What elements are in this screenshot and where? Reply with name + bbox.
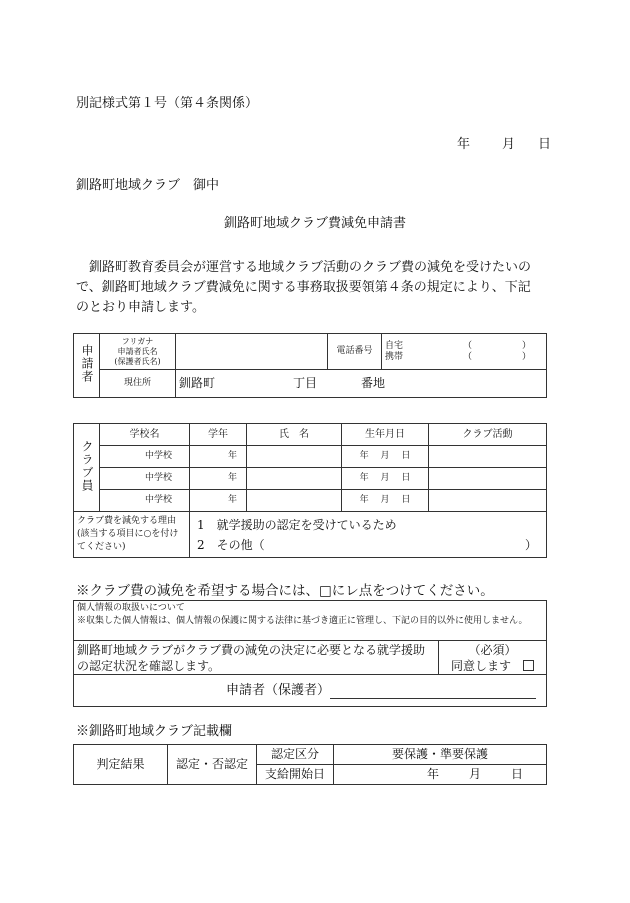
judgment-label: 判定結果: [74, 745, 168, 785]
category-label: 認定区分: [257, 745, 334, 765]
addressee: 釧路町地域クラブ 御中: [76, 178, 220, 193]
approval-label[interactable]: 認定・否認定: [168, 745, 257, 785]
consent-table: [73, 600, 547, 707]
office-use-title: ※釧路町地域クラブ記載欄: [76, 724, 233, 739]
consent-checkbox[interactable]: [523, 660, 534, 671]
activity-cell[interactable]: [429, 490, 547, 512]
signature-line[interactable]: [330, 686, 536, 699]
start-date-label: 支給開始日: [257, 765, 334, 785]
applicant-name-field[interactable]: [176, 334, 328, 370]
document-title: 釧路町地域クラブ費減免申請書: [223, 216, 406, 231]
reason-option-2[interactable]: 2 その他（ ）: [197, 537, 537, 552]
members-section-label: クラブ員: [74, 424, 100, 512]
office-use-table: [73, 744, 547, 785]
header-school: 学校名: [100, 424, 190, 446]
start-date-field[interactable]: 年 月 日: [334, 765, 547, 785]
table-row: [74, 468, 547, 490]
privacy-notice: 個人情報の取扱いについて ※収集した個人情報は、個人情報の保護に関する法律に基づき適正に管理し、下記の目的以外に使用しません。: [74, 601, 547, 641]
birthdate-cell[interactable]: 年 月 日: [342, 468, 429, 490]
applicant-name-labels: フリガナ 申請者氏名 (保護者氏名): [100, 334, 176, 370]
activity-cell[interactable]: [429, 468, 547, 490]
school-cell[interactable]: 中学校: [100, 468, 190, 490]
phone-label: 電話番号: [328, 334, 382, 370]
header-activity: クラブ活動: [429, 424, 547, 446]
category-value[interactable]: 要保護・準要保護: [334, 745, 547, 765]
header-birthdate: 生年月日: [342, 424, 429, 446]
header-name: 氏 名: [247, 424, 342, 446]
grade-cell[interactable]: 年: [190, 446, 247, 468]
name-cell[interactable]: [247, 490, 342, 512]
date-day-label: 日: [538, 137, 552, 152]
table-row: [74, 490, 547, 512]
form-number: 別記様式第１号（第４条関係）: [76, 96, 259, 111]
date-month-label: 月: [502, 137, 516, 152]
name-cell[interactable]: [247, 446, 342, 468]
grade-cell[interactable]: 年: [190, 490, 247, 512]
birthdate-cell[interactable]: 年 月 日: [342, 490, 429, 512]
address-field[interactable]: 釧路町 丁目 番地: [176, 370, 547, 398]
birthdate-cell[interactable]: 年 月 日: [342, 446, 429, 468]
school-cell[interactable]: 中学校: [100, 446, 190, 468]
reason-label: クラブ費を減免する理由(該当する項目に○を付けてください): [74, 512, 190, 558]
date-year-label: 年: [457, 137, 471, 152]
reason-option-1[interactable]: 1 就学援助の認定を受けているため: [197, 517, 397, 532]
consent-purpose: 釧路町地域クラブがクラブ費の減免の決定に必要となる就学援助の認定状況を確認します。: [74, 641, 439, 675]
consent-box[interactable]: （必須） 同意します: [439, 641, 547, 675]
intro-paragraph: [76, 258, 556, 318]
address-label: 現住所: [100, 370, 176, 398]
signature-row[interactable]: 申請者（保護者）: [74, 675, 547, 707]
members-table: [73, 423, 547, 558]
checkbox-notice: ※クラブ費の減免を希望する場合には、□にレ点をつけてください。: [76, 583, 494, 599]
name-cell[interactable]: [247, 468, 342, 490]
reason-options[interactable]: [190, 512, 547, 558]
intro-line-1: 釧路町教育委員会が運営する地域クラブ活動のクラブ費の減免を受けたいの: [76, 260, 532, 275]
intro-line-2: で、釧路町地域クラブ費減免に関する事務取扱要領第４条の規定により、下記: [76, 280, 531, 295]
header-grade: 学年: [190, 424, 247, 446]
applicant-section-label: 申請者: [74, 334, 100, 398]
phone-field[interactable]: 自宅 （ ） 携帯 （ ）: [382, 334, 547, 370]
grade-cell[interactable]: 年: [190, 468, 247, 490]
intro-line-3: のとおり申請します。: [76, 300, 205, 315]
school-cell[interactable]: 中学校: [100, 490, 190, 512]
activity-cell[interactable]: [429, 446, 547, 468]
table-row: [74, 446, 547, 468]
applicant-table: [73, 333, 547, 398]
